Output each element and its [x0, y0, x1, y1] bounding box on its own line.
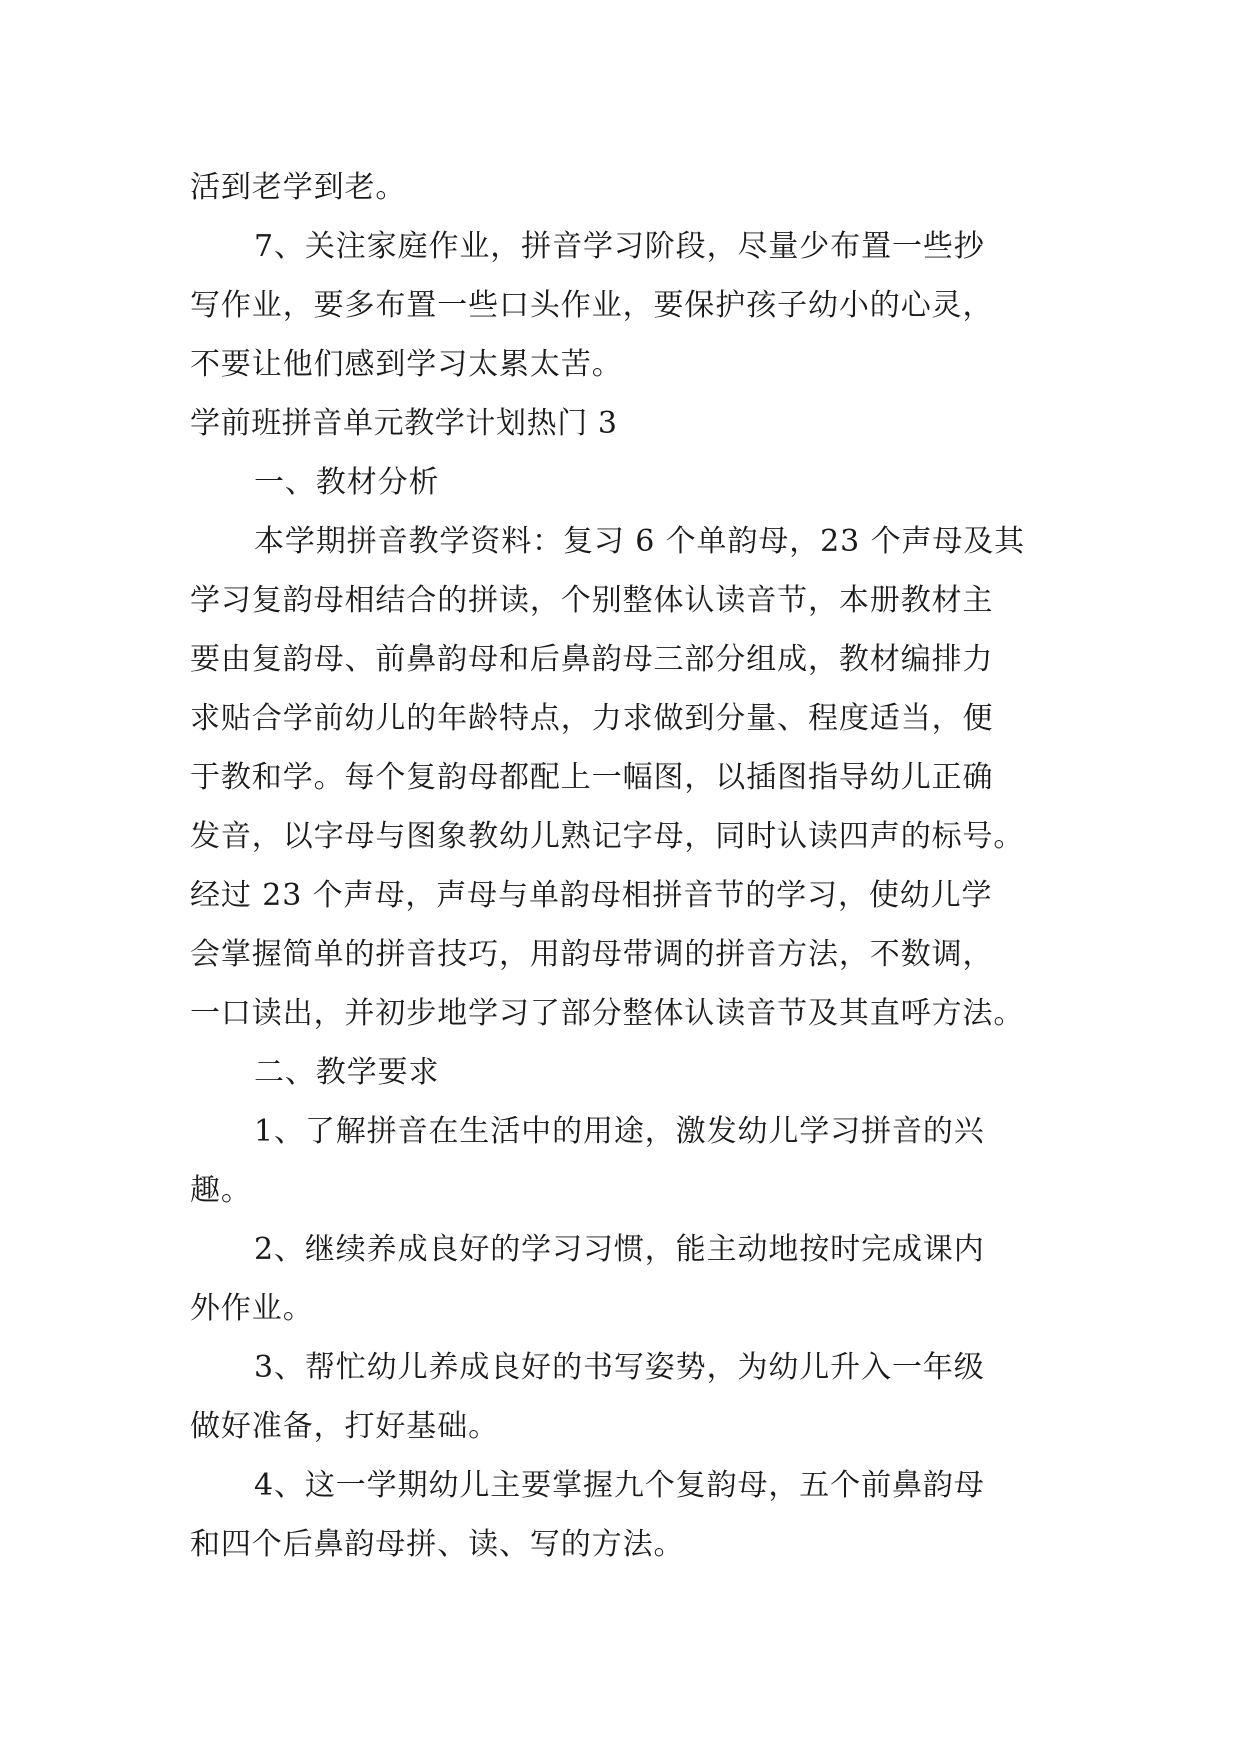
- text-line: 1、了解拼音在生活中的用途，激发幼儿学习拼音的兴: [254, 1114, 985, 1149]
- text-line: 活到老学到老。: [190, 170, 407, 205]
- text-line: 和四个后鼻韵母拼、读、写的方法。: [190, 1527, 685, 1562]
- text-line: 7、关注家庭作业，拼音学习阶段，尽量少布置一些抄: [254, 229, 985, 264]
- text-line: 要由复韵母、前鼻韵母和后鼻韵母三部分组成，教材编排力: [190, 642, 994, 677]
- text-line: 经过 23 个声母，声母与单韵母相拼音节的学习，使幼儿学: [190, 878, 993, 913]
- document-page: [190, 158, 1052, 1574]
- text-line: 求贴合学前幼儿的年龄特点，力求做到分量、程度适当，便: [190, 701, 994, 736]
- text-line: 于教和学。每个复韵母都配上一幅图，以插图指导幼儿正确: [190, 760, 994, 795]
- text-line: 发音，以字母与图象教幼儿熟记字母，同时认读四声的标号。: [190, 819, 1025, 854]
- text-line: 3、帮忙幼儿养成良好的书写姿势，为幼儿升入一年级: [254, 1350, 985, 1385]
- text-line: 外作业。: [190, 1291, 314, 1326]
- section-heading: 一、教材分析: [254, 465, 440, 500]
- text-line: 会掌握简单的拼音技巧，用韵母带调的拼音方法，不数调，: [190, 937, 994, 972]
- text-line: 不要让他们感到学习太累太苦。: [190, 347, 623, 382]
- text-line: 做好准备，打好基础。: [190, 1409, 499, 1444]
- text-line: 趣。: [190, 1173, 252, 1208]
- section-title: 学前班拼音单元教学计划热门 3: [190, 406, 618, 441]
- text-line: 4、这一学期幼儿主要掌握九个复韵母，五个前鼻韵母: [254, 1468, 985, 1503]
- section-heading: 二、教学要求: [254, 1055, 440, 1090]
- text-line: 一口读出，并初步地学习了部分整体认读音节及其直呼方法。: [190, 996, 1025, 1031]
- text-line: 2、继续养成良好的学习习惯，能主动地按时完成课内: [254, 1232, 985, 1267]
- text-line: 写作业，要多布置一些口头作业，要保护孩子幼小的心灵，: [190, 288, 994, 323]
- text-line: 学习复韵母相结合的拼读，个别整体认读音节，本册教材主: [190, 583, 994, 618]
- text-line: 本学期拼音教学资料：复习 6 个单韵母，23 个声母及其: [254, 524, 1026, 559]
